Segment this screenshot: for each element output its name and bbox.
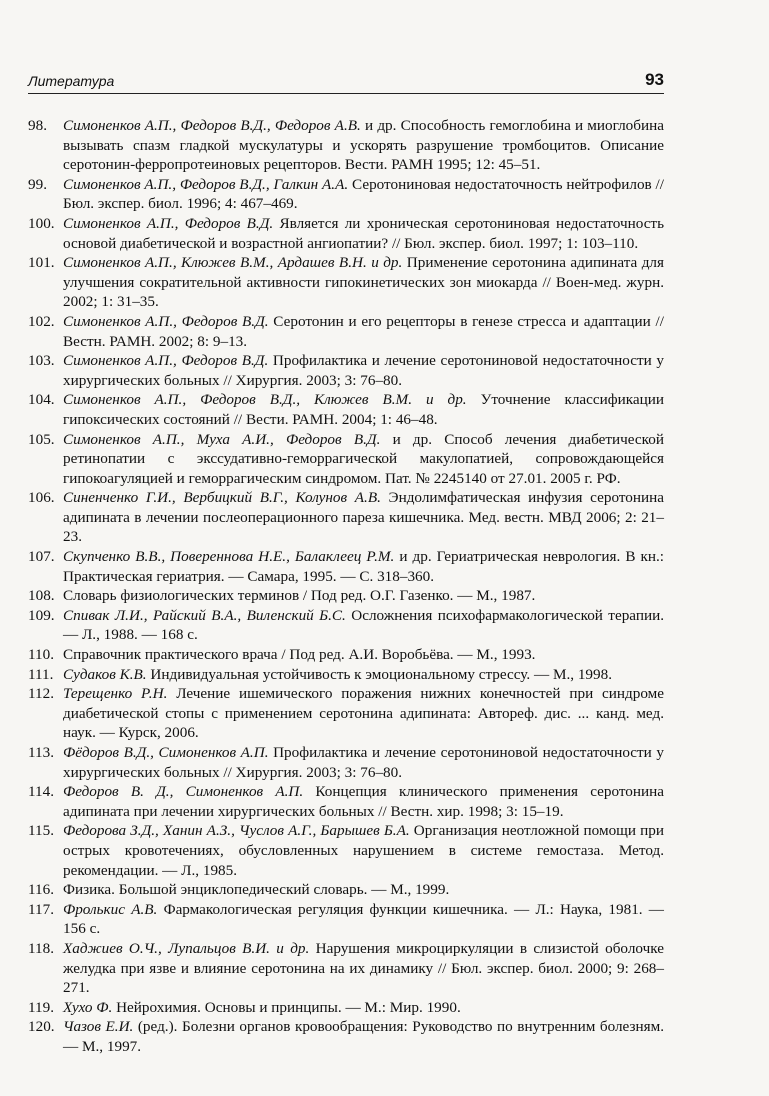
reference-text: и др. Способ лечения диабетической ретинопатии с экссудативно-геморрагической макулопатией, сопровождающейся гипокоагуляцией и геморрагическим синдромом. Пат. № 2245140 от 27.01. 2005 г. РФ. bbox=[63, 430, 664, 487]
reference-authors: Симоненков А.П., Федоров В.Д. bbox=[63, 352, 269, 370]
reference-number: 102. bbox=[28, 312, 55, 330]
reference-authors: Терещенко Р.Н. bbox=[63, 685, 168, 703]
reference-number: 119. bbox=[28, 998, 55, 1016]
reference-number: 107. bbox=[28, 548, 55, 566]
reference-text: Серотониновая недостаточность нейтрофилов // Бюл. экспер. биол. 1996; 4: 467–469. bbox=[63, 175, 664, 213]
header-divider bbox=[28, 93, 664, 94]
reference-number: 101. bbox=[28, 254, 55, 272]
reference-list bbox=[28, 116, 664, 1057]
reference-text: Нейрохимия. Основы и принципы. — М.: Мир. 1990. bbox=[112, 998, 461, 1016]
reference-text: Индивидуальная устойчивость к эмоциональному стрессу. — М., 1998. bbox=[146, 665, 613, 683]
reference-authors: Скупченко В.В., Поверенновa Н.Е., Балаклеец Р.М. bbox=[63, 548, 395, 566]
reference-number: 115. bbox=[28, 822, 55, 840]
reference-text: Физика. Большой энциклопедический словарь. — М., 1999. bbox=[63, 881, 450, 899]
section-title: Литература bbox=[28, 73, 115, 89]
reference-authors: Симоненков А.П., Федоров В.Д. bbox=[63, 312, 269, 330]
reference-item bbox=[28, 606, 664, 645]
reference-number: 109. bbox=[28, 606, 55, 624]
reference-text: (ред.). Болезни органов кровообращения: Руководство по внутренним болезням. — М., 1997. bbox=[63, 1018, 664, 1055]
reference-text: и др. Гериатрическая неврология. В кн.: Практическая гериатрия. — Самара, 1995. — С. 318–360. bbox=[63, 548, 664, 585]
reference-number: 98. bbox=[28, 117, 47, 134]
reference-item bbox=[28, 351, 664, 390]
reference-text: Применение серотонина адипината для улучшения сократительной активности гипокинетических зон миокарда // Воен-мед. журн. 2002; 1: 31–35. bbox=[63, 254, 664, 311]
reference-number: 117. bbox=[28, 900, 55, 918]
reference-text: Лечение ишемического поражения нижних конечностей при синдроме диабетической стопы с применением серотонина адипината: Автореф. дис. ... канд. мед. наук. — Курск, 2006. bbox=[63, 685, 665, 742]
reference-authors: Федоров В. Д., Симоненков А.П. bbox=[63, 783, 304, 801]
reference-number: 113. bbox=[28, 744, 55, 761]
reference-item bbox=[28, 116, 664, 175]
reference-item bbox=[28, 998, 664, 1018]
reference-text: Нарушения микроциркуляции в слизистой оболочке желудка при язве и влияние серотонина на их динамику // Бюл. экспер. биол. 2000; 9: 268–271. bbox=[63, 939, 664, 997]
reference-authors: Симоненков А.П., Федоров В.Д., Клюжев В.М. и др. bbox=[63, 391, 467, 409]
reference-authors: Хухо Ф. bbox=[63, 998, 113, 1016]
reference-authors: Симоненков А.П., Федоров В.Д. bbox=[63, 214, 274, 232]
reference-number: 105. bbox=[28, 430, 55, 448]
reference-text: Справочник практического врача / Под ред. А.И. Воробьёва. — М., 1993. bbox=[63, 646, 536, 664]
reference-text: Серотонин и его рецепторы в генезе стресса и адаптации // Вестн. РАМН. 2002; 8: 9–13. bbox=[63, 312, 664, 350]
reference-number: 99. bbox=[28, 175, 47, 193]
reference-text: Профилактика и лечение серотониновой недостаточности у хирургических больных // Хирургия. 2003; 3: 76–80. bbox=[63, 744, 664, 781]
reference-item bbox=[28, 547, 664, 586]
reference-item bbox=[28, 312, 664, 351]
reference-authors: Хаджиев О.Ч., Лупальцов В.И. и др. bbox=[63, 939, 310, 957]
reference-number: 116. bbox=[28, 881, 55, 899]
reference-item bbox=[28, 743, 664, 782]
page-number: 93 bbox=[645, 70, 664, 89]
reference-number: 104. bbox=[28, 391, 55, 409]
reference-item bbox=[28, 900, 664, 939]
reference-number: 106. bbox=[28, 489, 55, 507]
reference-authors: Спивак Л.И., Райский В.А., Виленский Б.С. bbox=[63, 606, 346, 624]
reference-number: 112. bbox=[28, 685, 55, 703]
reference-authors: Фролькис А.В. bbox=[63, 900, 158, 918]
reference-authors: Симоненков А.П., Муха А.И., Федоров В.Д. bbox=[63, 430, 381, 448]
reference-number: 100. bbox=[28, 214, 55, 232]
reference-item bbox=[28, 175, 664, 214]
reference-text: Словарь физиологических терминов / Под ред. О.Г. Газенко. — М., 1987. bbox=[63, 587, 536, 605]
reference-item bbox=[28, 430, 664, 489]
reference-item bbox=[28, 1017, 664, 1056]
reference-item bbox=[28, 214, 664, 253]
reference-item bbox=[28, 665, 664, 685]
reference-authors: Федорова З.Д., Ханин А.З., Чуслов А.Г., Барышев Б.А. bbox=[63, 822, 410, 840]
reference-item bbox=[28, 684, 664, 743]
reference-text: Профилактика и лечение серотониновой недостаточности у хирургических больных // Хирургия. 2003; 3: 76–80. bbox=[63, 352, 664, 389]
reference-item bbox=[28, 782, 664, 821]
reference-number: 108. bbox=[28, 587, 55, 605]
running-header bbox=[28, 70, 664, 92]
reference-number: 114. bbox=[28, 783, 55, 801]
reference-text: Фармакологическая регуляция функции кишечника. — Л.: Наука, 1981. — 156 с. bbox=[63, 900, 664, 938]
reference-number: 111. bbox=[28, 665, 54, 683]
reference-number: 120. bbox=[28, 1018, 55, 1036]
reference-authors: Судаков К.В. bbox=[63, 665, 147, 683]
reference-item bbox=[28, 880, 664, 900]
reference-authors: Фёдоров В.Д., Симоненков А.П. bbox=[63, 744, 269, 761]
reference-authors: Симоненков А.П., Федоров В.Д., Галкин А.А. bbox=[63, 175, 349, 193]
reference-text: и др. Способность гемоглобина и миоглобина вызывать спазм гладкой мускулатуры и ускорять разрушение тромбоцитов. Описание серотонин-ферропротеиновых рецепторов. Вести. РАМН 1995; 12: 45–51. bbox=[63, 117, 664, 174]
reference-authors: Симоненков А.П., Клюжев В.М., Ардашев В.Н. и др. bbox=[63, 254, 403, 272]
reference-item bbox=[28, 253, 664, 312]
reference-text: Осложнения психофармакологической терапии. — Л., 1988. — 168 с. bbox=[63, 606, 665, 644]
reference-text: Уточнение классификации гипоксических состояний // Вести. РАМН. 2004; 1: 46–48. bbox=[63, 391, 664, 428]
reference-authors: Чазов Е.И. bbox=[63, 1018, 134, 1036]
reference-authors: Синенченко Г.И., Вербицкий В.Г., Колунов А.В. bbox=[63, 489, 381, 507]
reference-text: Концепция клинического применения серотонина адипината при лечении хирургических больных // Вестн. хир. 1998; 3: 15–19. bbox=[63, 783, 664, 820]
reference-text: Является ли хроническая серотониновая недостаточность основой диабетической и возрастной ангиопатии? // Бюл. экспер. биол. 1997; 1: 103–110. bbox=[63, 214, 664, 252]
reference-text: Эндолимфатическая инфузия серотонина адипината в лечении послеоперационного пареза кишечника. Мед. вестн. МВД 2006; 2: 21–23. bbox=[63, 489, 664, 546]
reference-item bbox=[28, 939, 664, 998]
reference-item bbox=[28, 645, 664, 665]
reference-item bbox=[28, 390, 664, 429]
reference-text: Организация неотложной помощи при острых кровотечениях, обусловленных нарушением в системе гемостаза. Метод. рекомендации. — Л., 1985. bbox=[63, 822, 664, 879]
reference-item bbox=[28, 586, 664, 606]
reference-item bbox=[28, 821, 664, 880]
reference-number: 118. bbox=[28, 939, 55, 957]
reference-number: 110. bbox=[28, 646, 55, 664]
reference-item bbox=[28, 488, 664, 547]
reference-authors: Симоненков А.П., Федоров В.Д., Федоров А.В. bbox=[63, 117, 361, 134]
reference-number: 103. bbox=[28, 352, 55, 370]
